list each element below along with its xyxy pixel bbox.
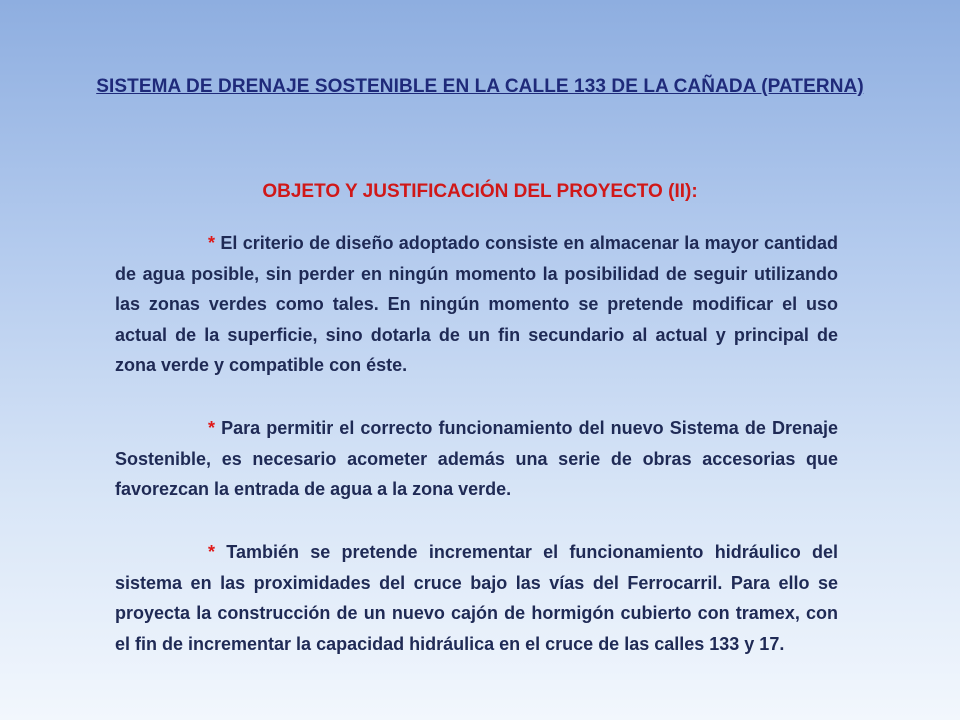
paragraph-text: El criterio de diseño adoptado consiste en almacenar la mayor cantidad de agua posible, sin perder en ningún momento la posibilidad de seguir utilizando las zonas verdes como tales. En ningún momento se pretende modificar el uso actual de la superficie, sino dotarla de un fin secundario al actual y principal de zona verde y compatible con éste. — [115, 233, 838, 375]
bullet-asterisk: * — [208, 418, 216, 438]
paragraph-accessory-works — [115, 413, 838, 505]
paragraph-design-criteria — [115, 228, 838, 381]
paragraph-text: Para permitir el correcto funcionamiento del nuevo Sistema de Drenaje Sostenible, es necesario acometer además una serie de obras accesorias que favorezcan la entrada de agua a la zona verde. — [115, 418, 838, 499]
paragraph-text: También se pretende incrementar el funcionamiento hidráulico del sistema en las proximidades del cruce bajo las vías del Ferrocarril. Para ello se proyecta la construcción de un nuevo cajón de hormigón cubierto con tramex, con el fin de incrementar la capacidad hidráulica en el cruce de las calles 133 y 17. — [115, 542, 838, 654]
slide-title: SISTEMA DE DRENAJE SOSTENIBLE EN LA CALLE 133 DE LA CAÑADA (PATERNA) — [96, 76, 864, 97]
section-title: OBJETO Y JUSTIFICACIÓN DEL PROYECTO (II): — [262, 181, 698, 202]
bullet-asterisk: * — [208, 542, 216, 562]
paragraph-hydraulic-improvement — [115, 537, 838, 659]
bullet-asterisk: * — [208, 233, 216, 253]
